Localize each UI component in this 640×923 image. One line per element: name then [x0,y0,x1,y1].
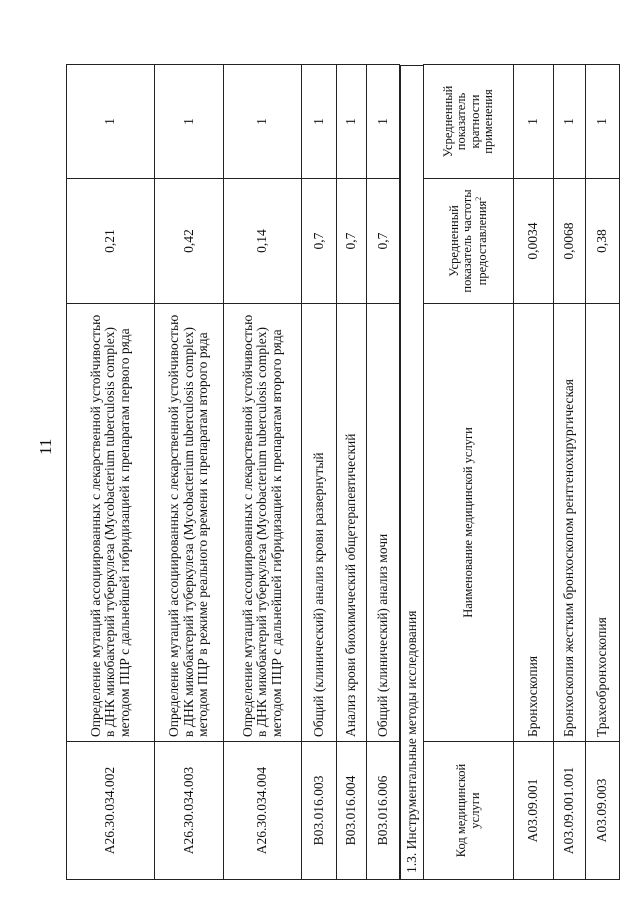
frequency-value: 0,42 [155,179,224,304]
service-code: B03.016.004 [337,742,367,880]
frequency-value: 0,0068 [554,179,586,304]
multiplicity-value: 1 [67,65,155,179]
frequency-value: 0,38 [586,179,620,304]
service-code: B03.016.003 [302,742,337,880]
section-title: 1.3. Инструментальные методы исследования [400,65,423,880]
frequency-value: 0,14 [224,179,302,304]
header-name: Наименование медицинской услуги [424,304,514,742]
table-row [514,65,554,880]
multiplicity-value: 1 [554,65,586,179]
table-row [302,65,337,880]
multiplicity-value: 1 [586,65,620,179]
service-name: Трахеобронхоскопия [586,304,620,742]
service-name: Общий (клинический) анализ крови развернутый [302,304,337,742]
frequency-value: 0,7 [367,179,400,304]
lab-tests-table [66,64,400,880]
multiplicity-value: 1 [302,65,337,179]
table-row [155,65,224,880]
header-frequency [424,179,514,304]
service-code: A03.09.001 [514,742,554,880]
table-header-row [424,65,514,880]
table-row [586,65,620,880]
instrumental-methods-block [400,65,620,880]
header-multiplicity: Усредненный показатель кратности применения [424,65,514,179]
frequency-value: 0,7 [302,179,337,304]
header-code: Код медицинской услуги [424,742,514,880]
page-number: 11 [36,438,55,455]
multiplicity-value: 1 [155,65,224,179]
service-code: A26.30.034.004 [224,742,302,880]
multiplicity-value: 1 [367,65,400,179]
frequency-value: 0,21 [67,179,155,304]
multiplicity-value: 1 [514,65,554,179]
footnote-marker: 2 [473,196,483,201]
service-code: A26.30.034.003 [155,742,224,880]
table-row [367,65,400,880]
service-name: Бронхоскопия жестким бронхоскопом рентгенохирургическая [554,304,586,742]
table-row [224,65,302,880]
service-code: A03.09.003 [586,742,620,880]
service-code: A26.30.034.002 [67,742,155,880]
multiplicity-value: 1 [224,65,302,179]
frequency-value: 0,0034 [514,179,554,304]
table-row [337,65,367,880]
service-code: A03.09.001.001 [554,742,586,880]
service-name: Общий (клинический) анализ мочи [367,304,400,742]
lab-tests-table-block [66,65,400,880]
service-code: B03.016.006 [367,742,400,880]
table-row [67,65,155,880]
service-name: Определение мутаций ассоциированных с лекарственной устойчивостью в ДНК микобактерий туберкулеза (Mycobacterium tuberculosis complex) методом ПЦР с дальнейшей гибридизацией к препаратам второго ряда [224,304,302,742]
multiplicity-value: 1 [337,65,367,179]
service-name: Бронхоскопия [514,304,554,742]
service-name: Определение мутаций ассоциированных с лекарственной устойчивостью в ДНК микобактерий туберкулеза (Mycobacterium tuberculosis complex) методом ПЦР с дальнейшей гибридизацией к препаратам первого ряда [67,304,155,742]
instrumental-methods-table [423,64,620,880]
service-name: Анализ крови биохимический общетерапевтический [337,304,367,742]
table-row [554,65,586,880]
frequency-value: 0,7 [337,179,367,304]
header-frequency-text: Усредненный показатель частоты предоставления [446,189,489,293]
service-name: Определение мутаций ассоциированных с лекарственной устойчивостью в ДНК микобактерий туберкулеза (Mycobacterium tuberculosis complex) методом ПЦР в режиме реального времени к препаратам второго ряда [155,304,224,742]
